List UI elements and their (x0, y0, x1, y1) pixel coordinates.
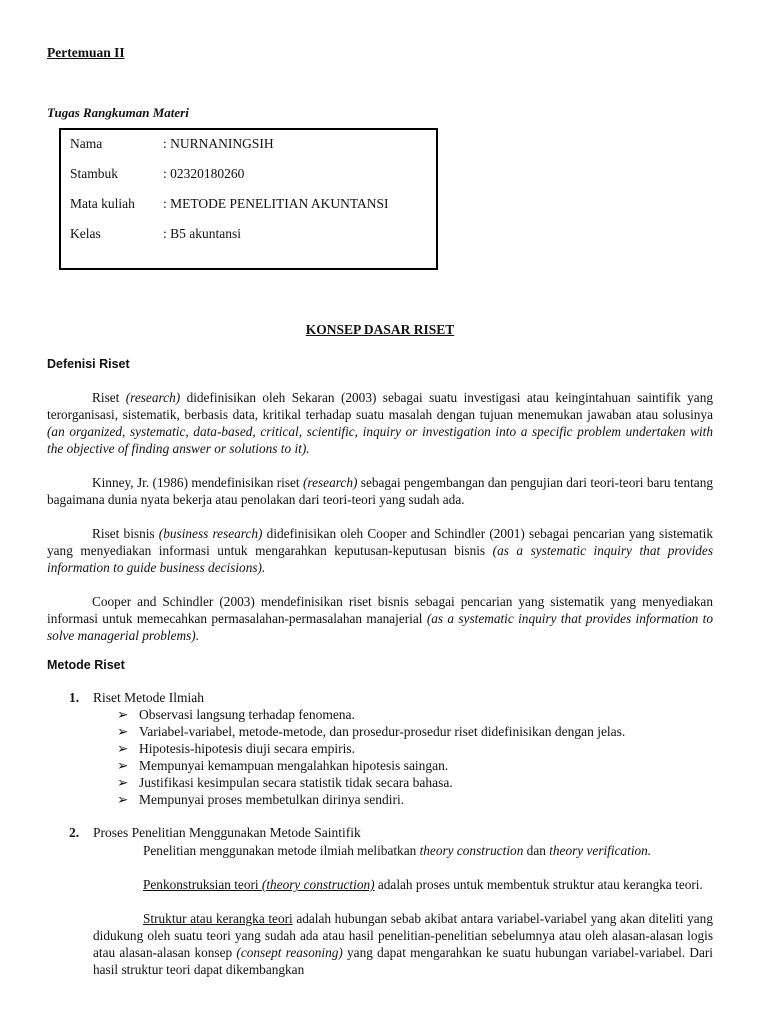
section-title-metode: Metode Riset (47, 658, 125, 672)
arrow-bullet-icon: ➢ (117, 792, 129, 807)
task-title: Tugas Rangkuman Materi (47, 105, 189, 120)
p3-text-d: (as a systematic inquiry that provides information to guide business decisions). (47, 543, 713, 575)
item2-p1-text-d: theory verification. (549, 843, 652, 858)
p3-text-c: didefinisikan oleh Cooper and Schindler (2001) sebagai pencarian yang sistematik yang menyediakan informasi untuk mengarahkan keputusan-keputusan bisnis (47, 526, 713, 558)
p1-text-a: Riset (92, 390, 126, 405)
list-number-2: 2. (69, 825, 80, 840)
identity-key: Stambuk (70, 166, 119, 181)
bullet-text: Justifikasi kesimpulan secara statistik tidak secara bahasa. (139, 775, 453, 790)
bullet-text: Variabel-variabel, metode-metode, dan prosedur-prosedur riset didefinisikan dengan jelas. (139, 724, 626, 739)
identity-value: : B5 akuntansi (163, 226, 241, 241)
list-item-title-1: Riset Metode Ilmiah (93, 690, 204, 705)
identity-key: Kelas (70, 226, 101, 241)
p1-text-b: (research) (125, 390, 181, 405)
section-title-definisi: Defenisi Riset (47, 357, 130, 371)
item2-p2-text: adalah proses untuk membentuk struktur atau kerangka teori. (374, 877, 703, 892)
item2-p1-text-b: theory construction (419, 843, 524, 858)
item2-p3-text-c: yang dapat mengarahkan ke suatu hubungan variabel-variabel. Dari hasil struktur teori dapat dikembangkan (93, 945, 713, 977)
item2-paragraph-1 (93, 842, 713, 859)
p4-text-a: Cooper and Schindler (2003) mendefinisikan riset bisnis sebagai pencarian yang sistematik yang menyediakan informasi untuk memecahkan permasalahan-permasalahan manajerial (47, 594, 713, 626)
bullet-text: Mempunyai kemampuan mengalahkan hipotesis saingan. (139, 758, 449, 773)
arrow-bullet-icon: ➢ (117, 741, 129, 756)
identity-key: Nama (70, 136, 103, 151)
item2-p2-underlined-b: (theory construction) (261, 877, 375, 892)
bullet-text: Observasi langsung terhadap fenomena. (139, 707, 355, 722)
item2-p1-text-a: Penelitian menggunakan metode ilmiah melibatkan (143, 843, 420, 858)
identity-value: : METODE PENELITIAN AKUNTANSI (163, 196, 389, 211)
list-item-title-2: Proses Penelitian Menggunakan Metode Saintifik (93, 825, 361, 840)
identity-box (59, 128, 438, 270)
item2-p2-underlined-a: Penkonstruksian teori (143, 877, 262, 892)
p3-text-a: Riset bisnis (92, 526, 159, 541)
p1-text-c: didefinisikan oleh Sekaran (2003) sebagai suatu investigasi atau keingintahuan saintifik yang terorganisasi, sistematik, berbasis data, kritikal terhadap suatu masalah dengan tujuan menemukan jawaban atau solusinya (47, 390, 713, 422)
bullet-text: Hipotesis-hipotesis diuji secara empiris. (139, 741, 355, 756)
identity-value: : 02320180260 (163, 166, 245, 181)
arrow-bullet-icon: ➢ (117, 758, 129, 773)
arrow-bullet-icon: ➢ (117, 775, 129, 790)
paragraph-4 (47, 593, 713, 644)
item2-p1-text-c: dan (523, 843, 550, 858)
item2-paragraph-3 (93, 910, 713, 978)
item2-p3-text-b: (consept reasoning) (236, 945, 343, 960)
document-title: KONSEP DASAR RISET (305, 322, 455, 337)
p2-text-c: sebagai pengembangan dan pengujian dari teori-teori baru tentang bagaimana dunia nyata bekerja atau penolakan dari teori-teori yang sudah ada. (47, 475, 713, 507)
item2-paragraph-2 (93, 876, 713, 893)
p4-text-b: (as a systematic inquiry that provides information to solve managerial problems). (47, 611, 713, 643)
identity-value: : NURNANINGSIH (163, 136, 274, 151)
p3-text-b: (business research) (158, 526, 263, 541)
item2-p3-underlined: Struktur atau kerangka teori (143, 911, 293, 926)
arrow-bullet-icon: ➢ (117, 707, 129, 722)
list-number-1: 1. (69, 690, 80, 705)
paragraph-1 (47, 389, 713, 457)
paragraph-3 (47, 525, 713, 576)
bullet-text: Mempunyai proses membetulkan dirinya sendiri. (139, 792, 405, 807)
p2-text-b: (research) (303, 475, 358, 490)
page-heading: Pertemuan II (47, 45, 125, 60)
p2-text-a: Kinney, Jr. (1986) mendefinisikan riset (92, 475, 303, 490)
arrow-bullet-icon: ➢ (117, 724, 129, 739)
item2-p3-text-a: adalah hubungan sebab akibat antara variabel-variabel yang akan diteliti yang didukung oleh suatu teori yang sudah ada atau hasil penelitian-penelitian sebelumnya atau oleh alasan-alasan logis atau alasan-alasan konsep (93, 911, 713, 960)
paragraph-2 (47, 474, 713, 508)
p1-text-d: (an organized, systematic, data-based, critical, scientific, inquiry or investigation into a specific problem undertaken with the objective of finding answer or solutions to it). (47, 424, 713, 456)
identity-key: Mata kuliah (70, 196, 135, 211)
